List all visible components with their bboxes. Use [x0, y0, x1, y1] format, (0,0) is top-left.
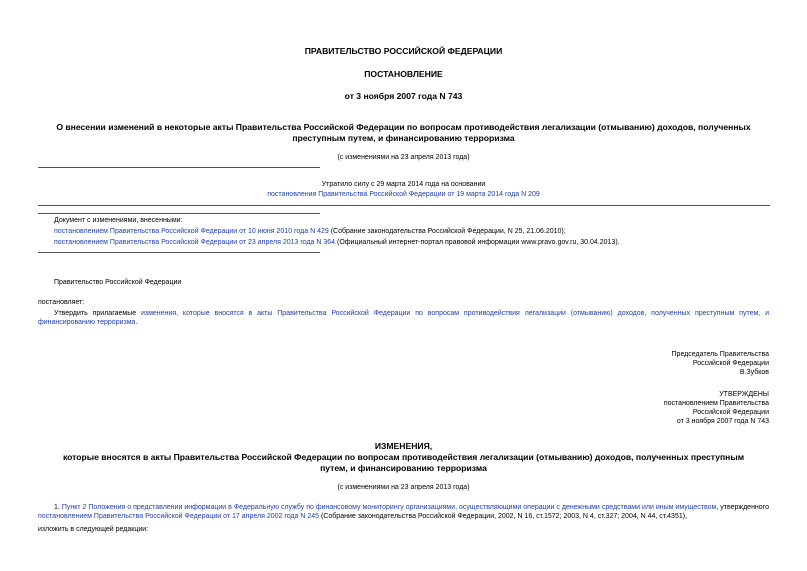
government-heading: ПРАВИТЕЛЬСТВО РОССИЙСКОЙ ФЕДЕРАЦИИ: [304, 46, 503, 56]
separator-line: [38, 252, 320, 253]
repeal-link-row: [0, 190, 807, 199]
amendments-intro: Документ с изменениями, внесенными:: [54, 217, 183, 224]
approved-block: УТВЕРЖДЕНЫ постановлением Правительства Российской Федерации от 3 ноября 2007 года N 743: [663, 391, 769, 426]
changes-amended-note: (с изменениями на 23 апреля 2013 года): [337, 484, 470, 491]
signature-title-cont: Российской Федерации: [692, 360, 769, 368]
changes-heading: ИЗМЕНЕНИЯ,: [374, 441, 433, 451]
provision-link[interactable]: Пункт 2 Положения о представлении информации в Федеральную службу по финансовому мониторингу организациями, осуществляющими операции с денежными средствами или иным имуществом: [61, 504, 717, 511]
changes-link[interactable]: изменения, которые вносятся в акты Правительства Российской Федерации по вопросам противодействия легализации (отмыванию) доходов, полученных преступным путем, и финансированию терроризма: [38, 310, 769, 327]
amendment-link-2010[interactable]: постановлением Правительства Российской Федерации от 10 июня 2010 года N 429: [54, 228, 329, 235]
separator-line: [38, 167, 320, 168]
decree-2002-link[interactable]: постановлением Правительства Российской Федерации от 17 апреля 2002 года N 245: [38, 513, 320, 521]
repeal-notice: Утратило силу с 29 марта 2014 года на основании: [321, 181, 486, 188]
repeal-decree-link[interactable]: постановления Правительства Российской Федерации от 19 марта 2014 года N 209: [267, 191, 540, 198]
changes-paragraph-1: 1. Пункт 2 Положения о представлении информации в Федеральную службу по финансовому мониторингу организациями, осуществляющими операции с денежными средствами или иным имуществом, утвержденного постановлением Правительства Российской Федерации от 17 апреля 2002 года N 245 (Собрание законодательства Российской Федерации, 2002, N 16, ст.1572; 2003, N 4, ст.327; 2004, N 44, ст.4351),: [38, 504, 769, 521]
approve-paragraph: Утвердить прилагаемые изменения, которые вносятся в акты Правительства Российской Федерации по вопросам противодействия легализации (отмыванию) доходов, полученных преступным путем, и финансированию терроризма.: [38, 310, 769, 327]
amendment-link-2013[interactable]: постановлением Правительства Российской Федерации от 23 апреля 2013 года N 364: [54, 239, 336, 246]
document-title-line2: преступным путем, и финансированию терроризма: [292, 133, 515, 143]
signature-block: [672, 350, 769, 377]
signatory-name: В.Зубков: [739, 369, 769, 377]
amendment-item-2: постановлением Правительства Российской Федерации от 23 апреля 2013 года N 364 (Официальный интернет-портал правовой информации www.pravo.gov.ru, 30.04.2013).: [54, 239, 620, 246]
amendment-item-1: постановлением Правительства Российской Федерации от 10 июня 2010 года N 429 (Собрание законодательства Российской Федерации, N 25, 21.06.2010);: [54, 228, 566, 235]
changes-subtitle-line1: которые вносятся в акты Правительства Российской Федерации по вопросам противодействия легализации (отмыванию) доходов, полученных преступным: [62, 452, 745, 462]
changes-paragraph-1-end: изложить в следующей редакции:: [38, 526, 149, 533]
signature-title: Председатель Правительства: [671, 351, 769, 358]
document-date-number: от 3 ноября 2007 года N 743: [344, 91, 463, 101]
document-title-line1: О внесении изменений в некоторые акты Правительства Российской Федерации по вопросам противодействия легализации (отмыванию) доходов, полученных: [56, 122, 751, 132]
separator-line: [38, 213, 320, 214]
document-type: ПОСТАНОВЛЕНИЕ: [364, 69, 443, 79]
approved-heading: УТВЕРЖДЕНЫ: [719, 391, 769, 398]
issuer: Правительство Российской Федерации: [54, 279, 182, 286]
separator-line: [38, 205, 770, 206]
changes-subtitle-line2: путем, и финансированию терроризма: [320, 463, 487, 473]
title-amended-note: (с изменениями на 23 апреля 2013 года): [337, 154, 470, 161]
decrees-word: постановляет:: [38, 299, 85, 306]
